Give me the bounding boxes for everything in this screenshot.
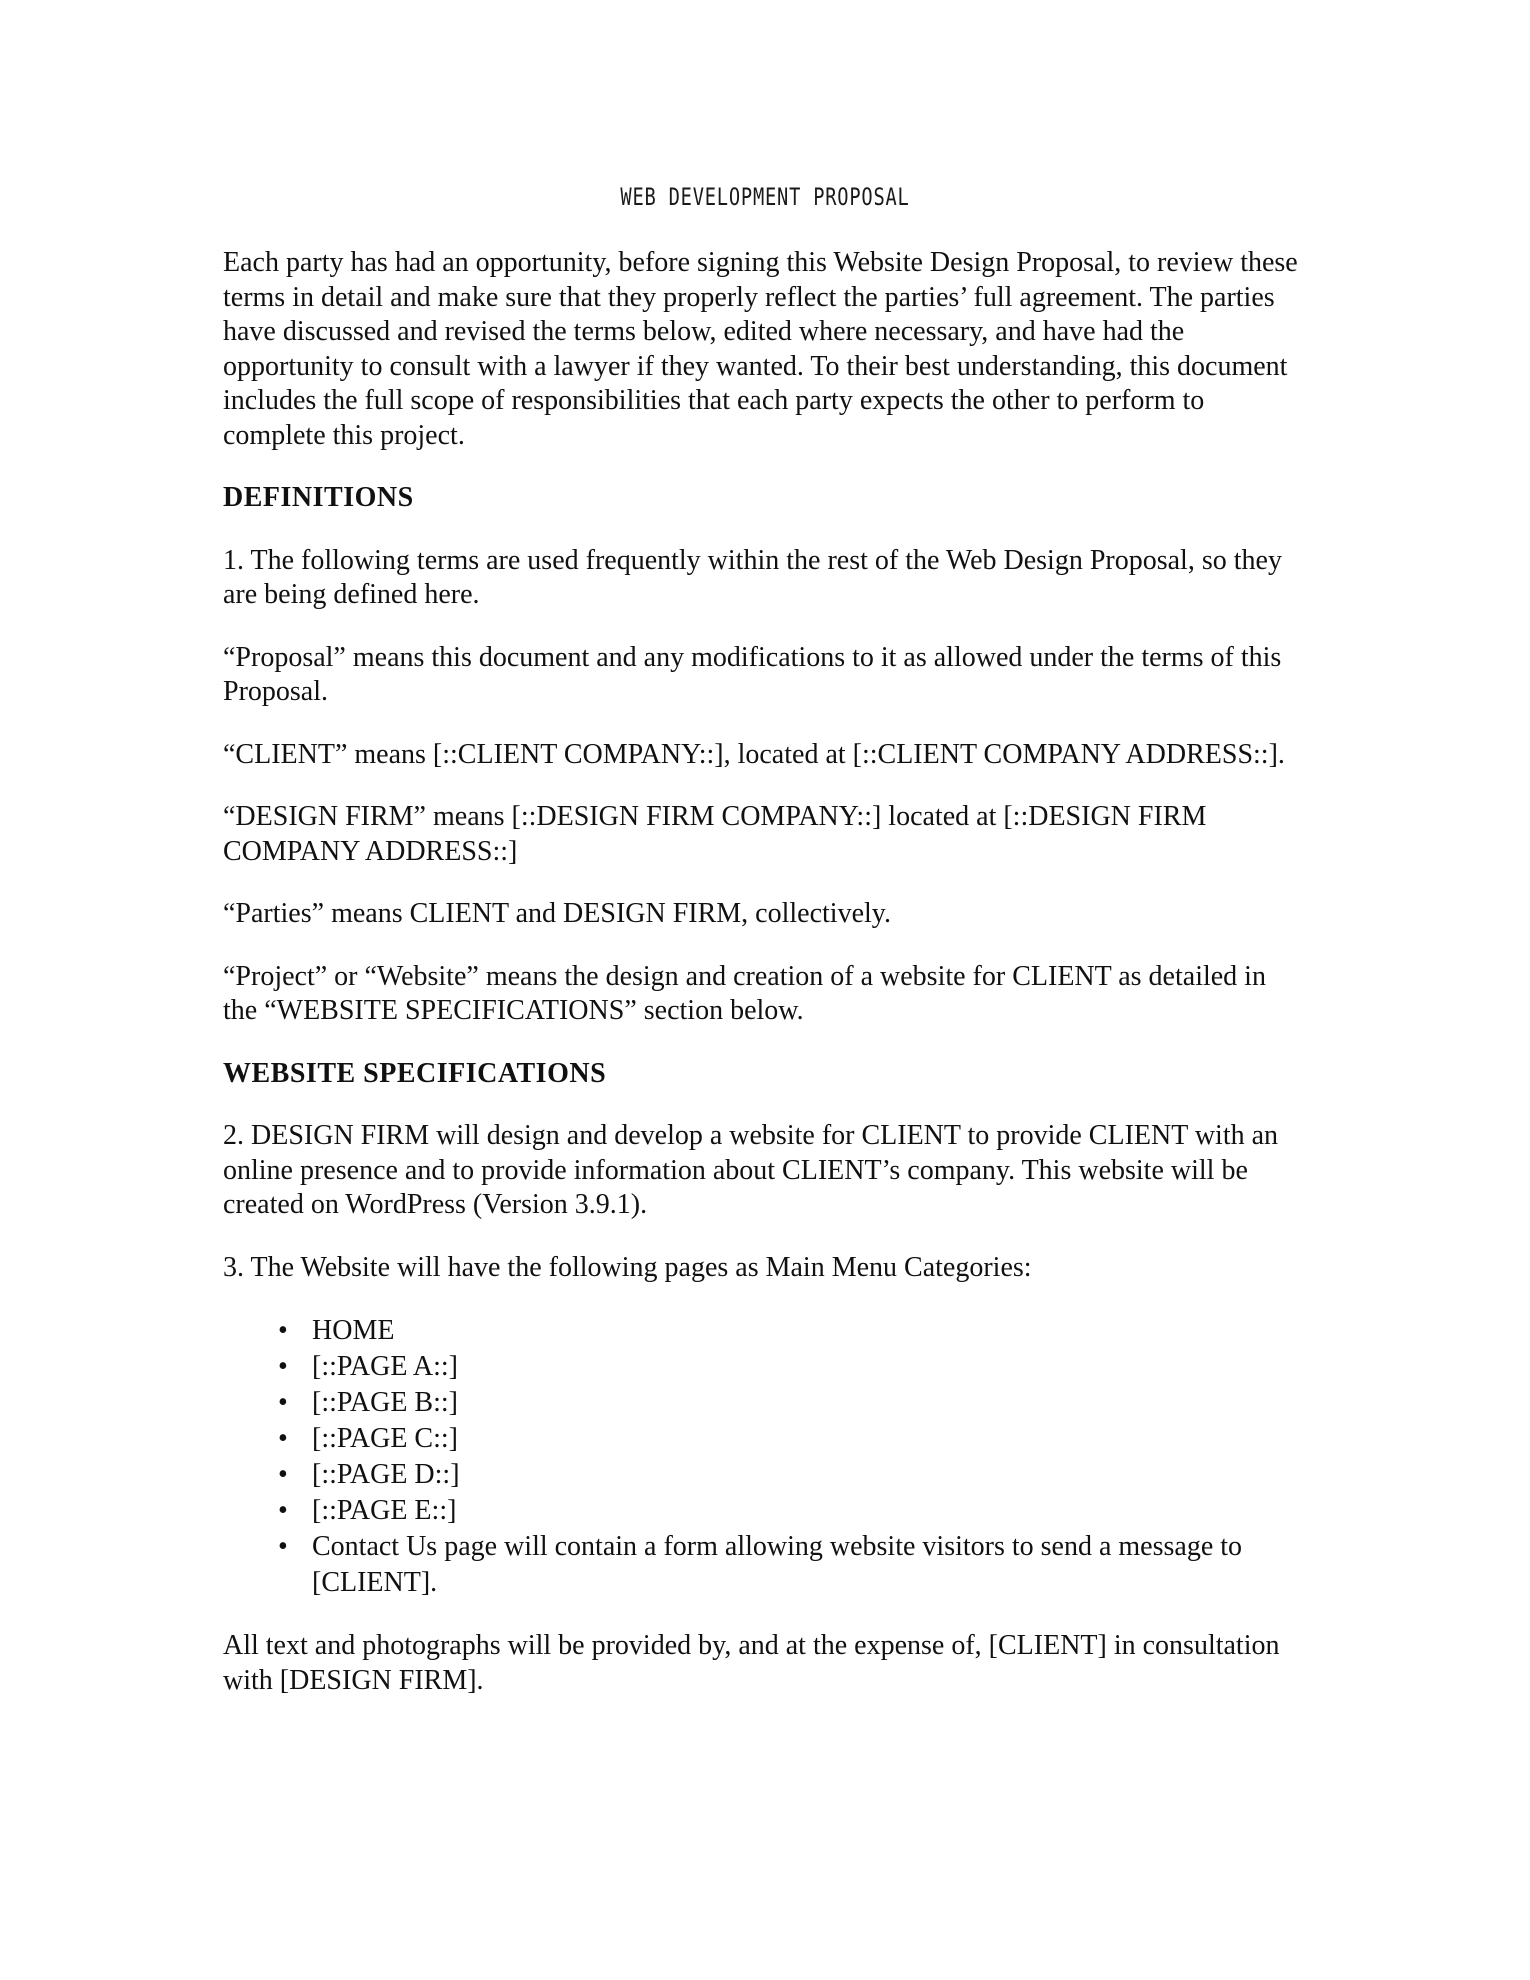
document-title: WEB DEVELOPMENT PROPOSAL (620, 183, 910, 211)
spec-paragraph-3: 3. The Website will have the following pages as Main Menu Categories: (223, 1251, 1032, 1283)
specifications-heading: WEBSITE SPECIFICATIONS (223, 1057, 607, 1089)
closing-paragraph: All text and photographs will be provided by, and at the expense of, [CLIENT] in consultation with [DESIGN FIRM]. (223, 1630, 1280, 1696)
definition-paragraph-1: 1. The following terms are used frequently within the rest of the Web Design Proposal, so they are being defined here. (223, 544, 1282, 610)
list-item-text: [::PAGE B::] (312, 1387, 458, 1418)
bullet-icon: • (278, 1351, 288, 1382)
definition-parties: “Parties” means CLIENT and DESIGN FIRM, collectively. (223, 898, 891, 929)
definitions-heading: DEFINITIONS (223, 482, 414, 513)
definition-proposal: “Proposal” means this document and any modifications to it as allowed under the terms of this Proposal. (223, 641, 1282, 707)
bullet-icon: • (278, 1387, 288, 1418)
list-item (223, 1457, 1303, 1493)
definition-client: “CLIENT” means [::CLIENT COMPANY::], located at [::CLIENT COMPANY ADDRESS::]. (223, 738, 1285, 770)
list-item (223, 1349, 1303, 1385)
bullet-icon: • (278, 1423, 288, 1454)
list-item-text: [::PAGE E::] (312, 1495, 457, 1526)
bullet-icon: • (278, 1315, 288, 1346)
list-item (223, 1313, 1303, 1349)
bullet-icon: • (278, 1459, 288, 1490)
list-item (223, 1529, 1303, 1601)
list-item-text: [::PAGE A::] (312, 1351, 458, 1382)
list-item-text: HOME (312, 1315, 395, 1346)
list-item (223, 1493, 1303, 1529)
intro-paragraph: Each party has had an opportunity, before signing this Website Design Proposal, to review these terms in detail and make sure that they properly reflect the parties’ full agreement. The parties have discussed and revised the terms below, edited where necessary, and have had the opportunity to consult with a lawyer if they wanted. To their best understanding, this document includes the full scope of responsibilities that each party expects the other to perform to complete this project. (223, 247, 1298, 451)
bullet-icon: • (278, 1531, 288, 1562)
list-item-text: [::PAGE C::] (312, 1423, 458, 1454)
list-item-text: Contact Us page will contain a form allowing website visitors to send a message to [CLIENT]. (312, 1531, 1243, 1598)
bullet-icon: • (278, 1495, 288, 1526)
list-item (223, 1421, 1303, 1457)
definition-project: “Project” or “Website” means the design and creation of a website for CLIENT as detailed in the “WEBSITE SPECIFICATIONS” section below. (223, 960, 1266, 1026)
document-body (223, 246, 1303, 1726)
main-menu-pages-list (223, 1313, 1303, 1601)
list-item (223, 1385, 1303, 1421)
definition-design-firm: “DESIGN FIRM” means [::DESIGN FIRM COMPANY::] located at [::DESIGN FIRM COMPANY ADDRESS::] (223, 801, 1207, 867)
spec-paragraph-2: 2. DESIGN FIRM will design and develop a website for CLIENT to provide CLIENT with an online presence and to provide information about CLIENT’s company. This website will be created on WordPress (Version 3.9.1). (223, 1120, 1279, 1220)
list-item-text: [::PAGE D::] (312, 1459, 460, 1490)
